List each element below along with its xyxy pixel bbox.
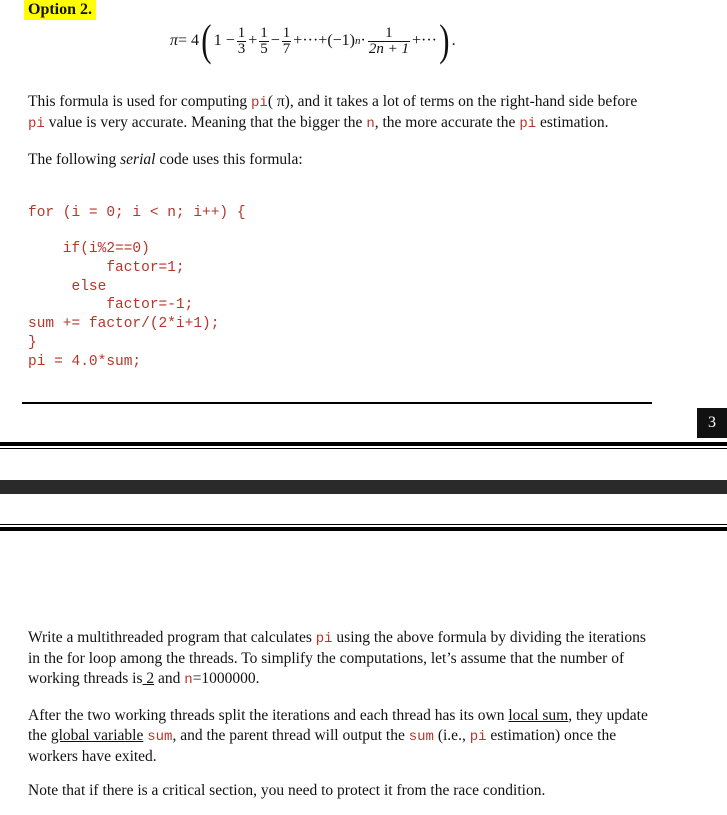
formula-op2: − <box>270 32 280 49</box>
page-number: 3 <box>697 408 727 438</box>
separator-top <box>0 442 727 446</box>
fraction-1-3: $\frac{1}{3}$ <box>237 24 246 57</box>
threads-count: 2 <box>142 670 155 687</box>
formula-lhs: π <box>170 32 179 49</box>
option-label: Option 2. <box>24 0 96 20</box>
intro-paragraph-2: The following serial code uses this formula: <box>28 151 303 168</box>
left-paren: ( <box>201 16 212 65</box>
separator-bottom <box>0 527 727 531</box>
code-line-sum: sum += factor/(2*i+1); <box>28 316 220 332</box>
code-line-factor-pos: factor=1; <box>28 260 185 276</box>
formula-tail: +··· <box>411 32 437 49</box>
code-sum: sum <box>147 729 173 745</box>
separator-bottom-thin <box>0 524 727 525</box>
formula-mid: +···+(−1) <box>293 32 356 49</box>
global-variable: global variable <box>50 727 144 744</box>
formula-end: . <box>451 32 456 49</box>
intro-paragraph: This formula is used for computing pi( π), and it takes a lot of terms on the right-hand side before pi value is very accurate. Meaning that the bigger the n, the more accurate the pi estimation. <box>28 93 638 132</box>
fraction-nth: $\frac{1}{2n + 1}$ <box>368 24 409 57</box>
formula-exp: n <box>355 35 361 47</box>
formula-op1: + <box>248 32 258 49</box>
code-pi: pi <box>28 116 45 132</box>
code-sum: sum <box>408 729 434 745</box>
task-paragraph-3: Note that if there is a critical section, you need to protect it from the race condition. <box>28 782 546 799</box>
page-rule <box>22 402 652 404</box>
code-pi: pi <box>519 116 537 132</box>
fraction-1-5: $\frac{1}{5}$ <box>260 24 268 57</box>
separator-top-thin <box>0 448 727 449</box>
code-line-else: else <box>28 279 107 295</box>
formula-eq: = 4 <box>178 32 200 49</box>
code-pi: pi <box>469 729 487 745</box>
code-line-if: if(i%2==0) <box>28 241 150 257</box>
code-n: n <box>184 672 193 688</box>
separator-band <box>0 480 727 494</box>
code-pi: pi <box>315 631 333 647</box>
code-line-pi: pi = 4.0*sum; <box>28 354 142 370</box>
formula-one: 1 − <box>213 32 235 49</box>
code-n: n <box>366 116 375 132</box>
code-pi: pi <box>251 95 268 111</box>
formula-dot: · <box>360 32 366 49</box>
task-paragraph-1: Write a multithreaded program that calculates pi using the above formula by dividing the iterations in the for loop among the threads. To simplify the computations, let’s assume that the number of working threads is 2 and n=1000000. <box>28 629 646 688</box>
code-line-factor-neg: factor=-1; <box>28 297 194 313</box>
code-line-close: } <box>28 335 37 351</box>
task-paragraph-2: After the two working threads split the iterations and each thread has its own local sum, they update the global variable sum, and the parent thread will output the sum (i.e., pi estimation) once the workers have exited. <box>28 707 648 765</box>
code-line-for: for (i = 0; i < n; i++) { <box>28 205 246 221</box>
fraction-1-7: $\frac{1}{7}$ <box>282 24 291 57</box>
right-paren: ) <box>439 16 450 65</box>
pi-formula <box>170 16 456 66</box>
local-sum: local sum <box>508 707 569 724</box>
